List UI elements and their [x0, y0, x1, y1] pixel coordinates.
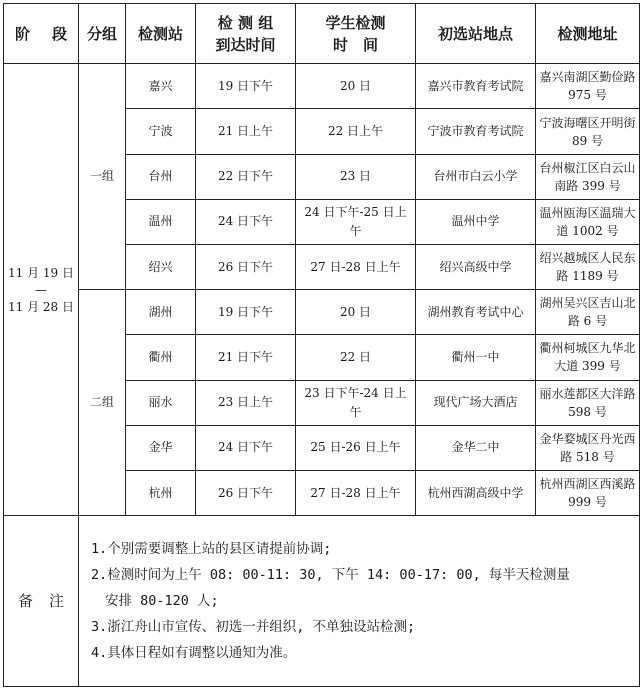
station-cell: 杭州	[126, 470, 196, 515]
header-row	[4, 4, 640, 64]
address-cell: 台州椒江区白云山 南路 399 号	[536, 154, 640, 199]
arrival-cell: 24 日下午	[196, 199, 296, 244]
address-cell: 丽水莲都区大洋路 598 号	[536, 380, 640, 425]
arrival-cell: 21 日上午	[196, 109, 296, 154]
notes-content	[79, 516, 640, 687]
station-cell: 衢州	[126, 335, 196, 380]
header-station: 检测站	[126, 4, 196, 64]
arrival-cell: 19 日下午	[196, 64, 296, 109]
note-item: 2.检测时间为上午 08: 00-11: 30, 下午 14: 00-17: 00, 每半天检测量	[91, 567, 570, 584]
site-cell: 杭州西湖高级中学	[416, 470, 536, 515]
test-time-cell: 27 日-28 日上午	[296, 470, 416, 515]
group-label: 一组	[79, 64, 126, 290]
site-cell: 台州市白云小学	[416, 154, 536, 199]
test-time-cell: 25 日-26 日上午	[296, 425, 416, 470]
notes-row	[4, 516, 640, 687]
station-cell: 湖州	[126, 290, 196, 335]
arrival-cell: 22 日下午	[196, 154, 296, 199]
site-cell: 绍兴高级中学	[416, 245, 536, 290]
station-cell: 金华	[126, 425, 196, 470]
table-row	[4, 64, 640, 109]
site-cell: 金华二中	[416, 425, 536, 470]
site-cell: 现代广场大酒店	[416, 380, 536, 425]
header-stage: 阶 段	[4, 4, 79, 64]
site-cell: 湖州教育考试中心	[416, 290, 536, 335]
header-address: 检测地址	[536, 4, 640, 64]
header-prelim-site: 初选站地点	[416, 4, 536, 64]
test-time-cell: 22 日	[296, 335, 416, 380]
site-cell: 衢州一中	[416, 335, 536, 380]
arrival-cell: 26 日下午	[196, 470, 296, 515]
test-time-cell: 20 日	[296, 64, 416, 109]
address-cell: 温州瓯海区温瑞大 道 1002 号	[536, 199, 640, 244]
header-test-time: 学生检测 时 间	[296, 4, 416, 64]
address-cell: 衢州柯城区九华北 大道 399 号	[536, 335, 640, 380]
station-cell: 绍兴	[126, 245, 196, 290]
station-cell: 温州	[126, 199, 196, 244]
test-time-cell: 27 日-28 日上午	[296, 245, 416, 290]
arrival-cell: 23 日上午	[196, 380, 296, 425]
test-time-cell: 24 日下午-25 日上午	[296, 199, 416, 244]
header-group: 分组	[79, 4, 126, 64]
arrival-cell: 19 日下午	[196, 290, 296, 335]
arrival-cell: 21 日下午	[196, 335, 296, 380]
station-cell: 丽水	[126, 380, 196, 425]
station-cell: 台州	[126, 154, 196, 199]
note-item: 1.个别需要调整上站的县区请提前协调;	[91, 541, 332, 558]
address-cell: 金华婺城区丹光西 路 518 号	[536, 425, 640, 470]
address-cell: 湖州吴兴区吉山北 路 6 号	[536, 290, 640, 335]
site-cell: 嘉兴市教育考试院	[416, 64, 536, 109]
address-cell: 嘉兴南湖区勤俭路 975 号	[536, 64, 640, 109]
table-row	[4, 290, 640, 335]
header-arrival-time: 检 测 组 到达时间	[196, 4, 296, 64]
group-label: 二组	[79, 290, 126, 516]
address-cell: 绍兴越城区人民东 路 1189 号	[536, 245, 640, 290]
address-cell: 宁波海曙区开明街 89 号	[536, 109, 640, 154]
station-cell: 宁波	[126, 109, 196, 154]
notes-label: 备 注	[4, 516, 79, 687]
arrival-cell: 24 日下午	[196, 425, 296, 470]
test-time-cell: 23 日下午-24 日上午	[296, 380, 416, 425]
note-item-continuation: 安排 80-120 人;	[105, 593, 219, 610]
arrival-cell: 26 日下午	[196, 245, 296, 290]
site-cell: 宁波市教育考试院	[416, 109, 536, 154]
schedule-table	[3, 3, 640, 687]
station-cell: 嘉兴	[126, 64, 196, 109]
note-item: 4.具体日程如有调整以通知为准。	[91, 645, 297, 662]
test-time-cell: 23 日	[296, 154, 416, 199]
note-item: 3.浙江舟山市宣传、初选一并组织, 不单独设站检测;	[91, 619, 416, 636]
test-time-cell: 22 日上午	[296, 109, 416, 154]
test-time-cell: 20 日	[296, 290, 416, 335]
period-cell: 11 月 19 日 — 11 月 28 日	[4, 64, 79, 516]
address-cell: 杭州西湖区西溪路 999 号	[536, 470, 640, 515]
site-cell: 温州中学	[416, 199, 536, 244]
